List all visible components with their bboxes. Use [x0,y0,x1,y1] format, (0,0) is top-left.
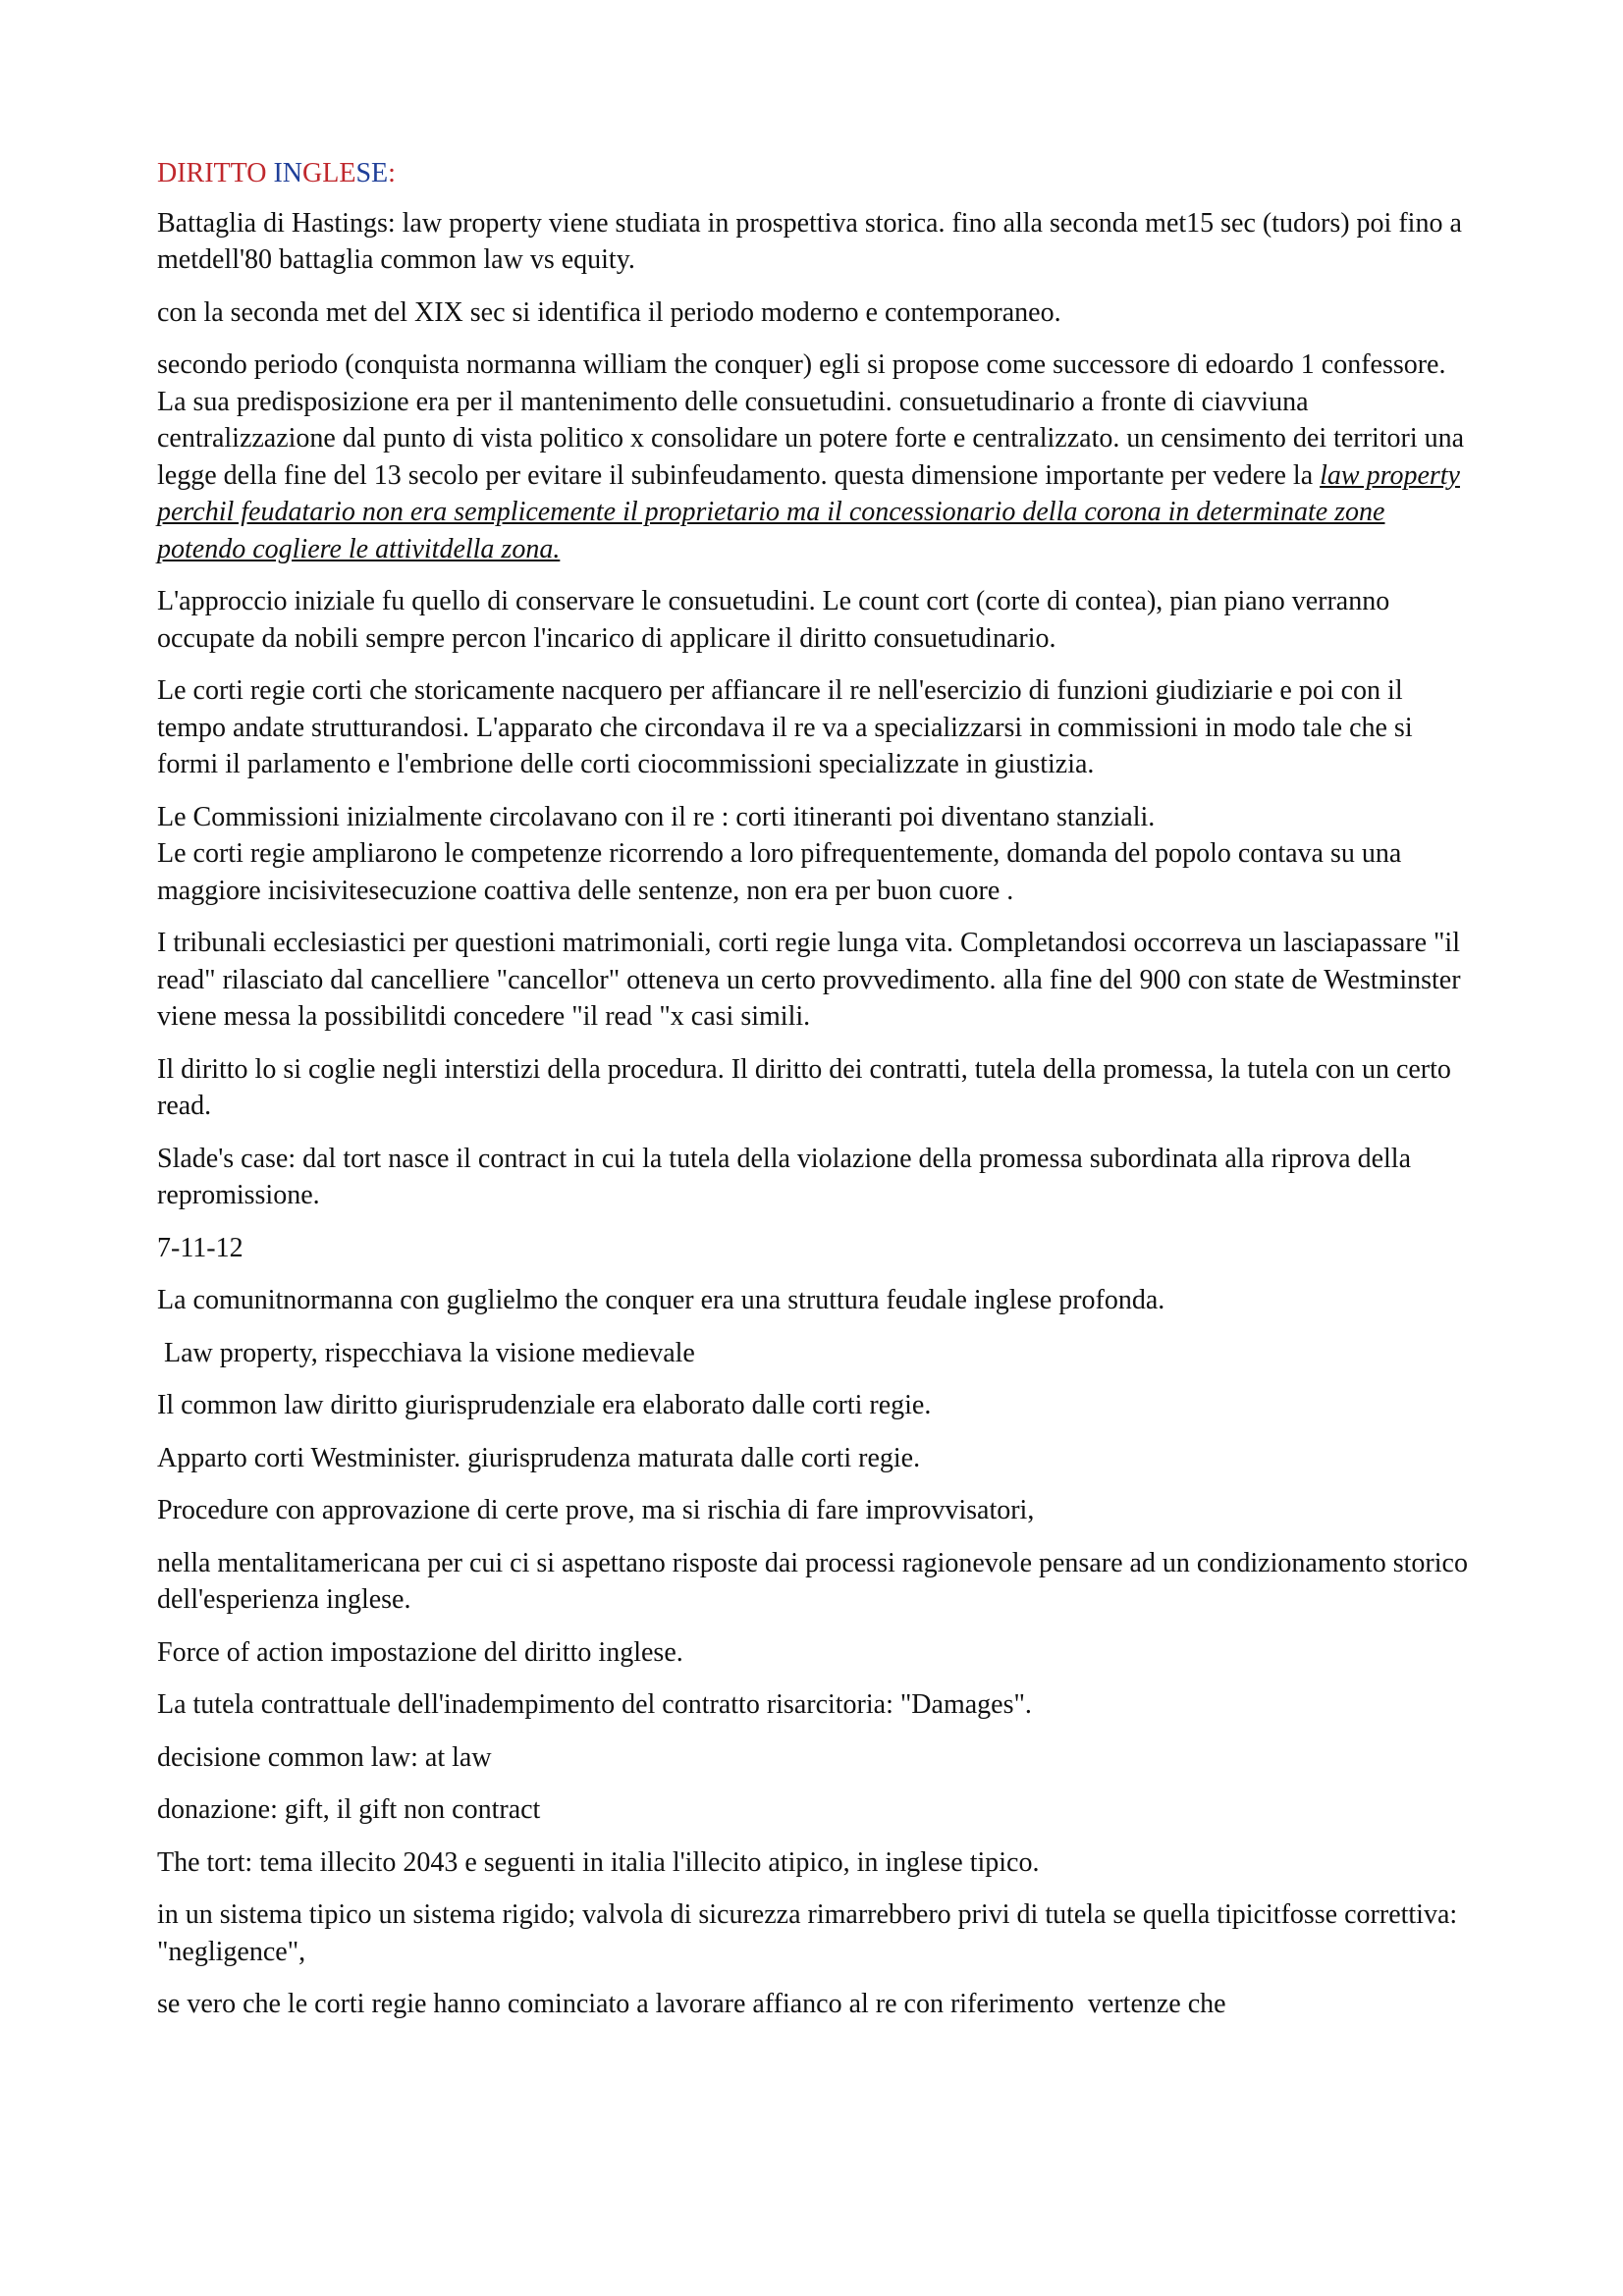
paragraph: La comunitnormanna con guglielmo the conquer era una struttura feudale inglese profonda. [157,1285,1165,1315]
paragraph: Il diritto lo si coglie negli interstizi della procedura. Il diritto dei contratti, tutela della promessa, la tutela con un certo read. [157,1053,1451,1121]
document-page [157,155,1473,2039]
paragraph: L'approccio iniziale fu quello di conservare le consuetudini. Le count cort (corte di contea), pian piano verranno occupate da nobili sempre percon l'incarico di applicare il diritto consuetudinario. [157,586,1390,654]
paragraph: Law property, rispecchiava la visione medievale [157,1337,695,1368]
paragraph: secondo periodo (conquista normanna william the conquer) egli si propose come successore di edoardo 1 confessore. La sua predisposizione era per il mantenimento delle consuetudini. consuetudinario a fronte di ciavviuna centralizzazione dal punto di vista politico x consolidare un potere forte e centralizzato. un censimento dei territori una legge della fine del 13 secolo per evitare il subinfeudamento. questa dimensione importante per vedere la law property perchil feudatario non era semplicemente il proprietario ma il concessionario della corona in determinate zone potendo cogliere le attivitdella zona. [157,349,1465,564]
title-part-in: IN [273,158,303,188]
underlined-emphasis: law property perchil feudatario non era semplicemente il proprietario ma il concessionario della corona in determinate zone potendo cogliere le attivitdella zona. [157,459,1460,564]
paragraph: Procedure con approvazione di certe prove, ma si rischia di fare improvvisatori, [157,1495,1035,1525]
title-part-diritto: DIRITTO [157,158,267,188]
paragraph: Le corti regie corti che storicamente nacquero per affiancare il re nell'esercizio di funzioni giudiziarie e poi con il tempo andate strutturandosi. L'apparato che circondava il re va a specializzarsi in commissioni in modo tale che si formi il parlamento e l'embrione delle corti ciocommissioni specializzate in giustizia. [157,675,1413,779]
paragraph: Le Commissioni inizialmente circolavano con il re : corti itineranti poi diventano stanziali. [157,801,1156,832]
paragraph: Force of action impostazione del diritto inglese. [157,1636,683,1668]
paragraph: The tort: tema illecito 2043 e seguenti in italia l'illecito atipico, in inglese tipico. [157,1846,1040,1878]
paragraph: donazione: gift, il gift non contract [157,1794,541,1825]
paragraph: con la seconda met del XIX sec si identifica il periodo moderno e contemporaneo. [157,296,1061,328]
title-part-se: SE [355,158,389,188]
paragraph: se vero che le corti regie hanno cominciato a lavorare affianco al re con riferimento vertenze che [157,1989,1226,2019]
document-title [157,155,1473,192]
title-part-gle: GLE [302,158,356,188]
paragraph: Apparto corti Westminister. giurisprudenza maturata dalle corti regie. [157,1442,921,1473]
title-part-colon: : [388,158,396,188]
paragraph: I tribunali ecclesiastici per questioni matrimoniali, corti regie lunga vita. Completandosi occorreva un lasciapassare "il read" rilasciato dal cancelliere "cancellor" otteneva un certo provvedimento. alla fine del 900 con state de Westminster viene messa la possibilitdi concedere "il read "x casi simili. [157,928,1461,1032]
paragraph: nella mentalitamericana per cui ci si aspettano risposte dai processi ragionevole pensare ad un condizionamento storico dell'esperienza inglese. [157,1547,1468,1615]
paragraph: La tutela contrattuale dell'inadempimento del contratto risarcitoria: "Damages". [157,1689,1032,1720]
paragraph: Le corti regie ampliarono le competenze ricorrendo a loro pifrequentemente, domanda del popolo contava su una maggiore incisivitesecuzione coattiva delle sentenze, non era per buon cuore . [157,838,1402,906]
paragraph: Battaglia di Hastings: law property viene studiata in prospettiva storica. fino alla seconda met15 sec (tudors) poi fino a metdell'80 battaglia common law vs equity. [157,207,1462,275]
date-heading: 7-11-12 [157,1232,243,1263]
paragraph: Slade's case: dal tort nasce il contract in cui la tutela della violazione della promessa subordinata alla riprova della repromissione. [157,1143,1412,1210]
paragraph: decisione common law: at law [157,1741,492,1773]
paragraph: in un sistema tipico un sistema rigido; valvola di sicurezza rimarrebbero privi di tutela se quella tipicitfosse correttiva: "negligence", [157,1899,1458,1967]
paragraph: Il common law diritto giurisprudenziale era elaborato dalle corti regie. [157,1390,932,1420]
